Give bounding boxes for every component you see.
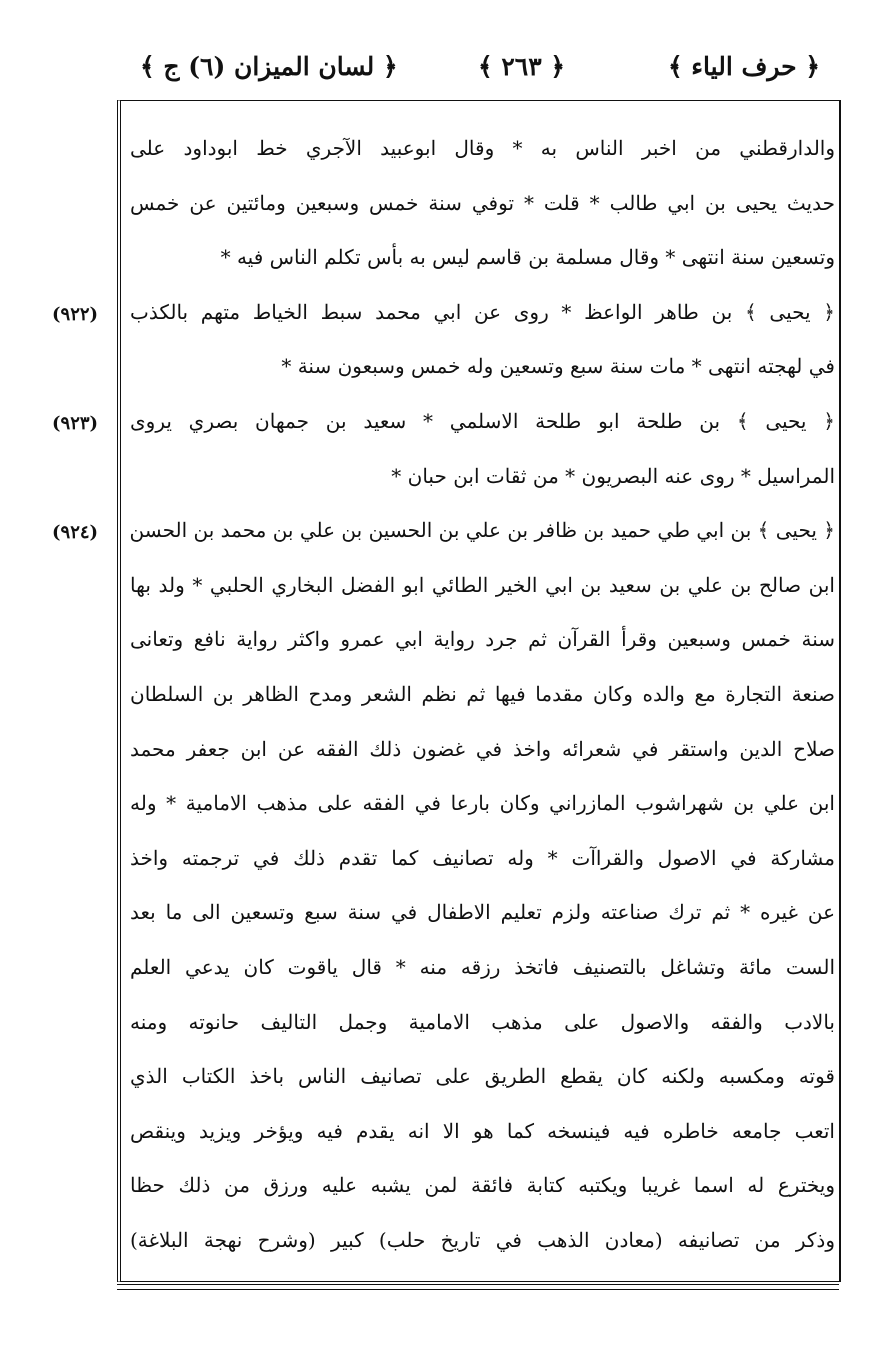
text-line: والدارقطني من اخبر الناس به * وقال ابوعبيد الآجري خط ابوداود على bbox=[130, 136, 835, 160]
body-text bbox=[130, 128, 835, 1274]
text-line: وذكر من تصانيفه (معادن الذهب في تاريخ حلب) كبير (وشرح نهجة البلاغة) bbox=[130, 1227, 835, 1252]
page-header bbox=[120, 52, 820, 92]
text-line: ابن صالح بن علي بن سعيد بن ابي الخير الطائي ابو الفضل البخاري الحلبي * ولد بها bbox=[130, 572, 835, 597]
text-line: ﴿ يحيى ﴾ بن طاهر الواعظ * روى عن ابي محمد سبط الخياط متهم بالكذب bbox=[130, 299, 835, 324]
text-line: عن غيره * ثم ترك صناعته ولزم تعليم الاطفال في سنة سبع وتسعين الى ما بعد bbox=[130, 900, 835, 925]
entry-number-923: (٩٢٣) bbox=[52, 413, 99, 434]
text-line: المراسيل * روى عنه البصريون * من ثقات ابن حبان * bbox=[391, 463, 835, 488]
text-line: ويخترع له اسما غريبا ويكتبه كتابة فائقة لمن يشبه عليه ورزق من ذلك حظا bbox=[130, 1173, 835, 1198]
chapter-title: ﴿ حرف الياء ﴾ bbox=[667, 52, 820, 81]
text-line: صلاح الدين واستقر في شعرائه واخذ في غضون ذلك الفقه عن ابن جعفر محمد bbox=[130, 736, 835, 761]
text-line: في لهجته انتهى * مات سنة سبع وتسعين وله خمس وسبعون سنة * bbox=[281, 354, 835, 379]
text-line: الست مائة وتشاغل بالتصنيف فاتخذ رزقه منه * قال ياقوت كان يدعي العلم bbox=[130, 954, 835, 979]
text-line: حديث يحيى بن ابي طالب * قلت * توفي سنة خمس وسبعين ومائتين عن خمس bbox=[130, 190, 835, 215]
entry-number-924: (٩٢٤) bbox=[52, 522, 99, 543]
frame-rule-1 bbox=[117, 1284, 839, 1285]
text-line: ﴿ يحيى ﴾ بن ابي طي حميد بن ظافر بن علي بن الحسين بن علي بن محمد بن الحسن bbox=[130, 518, 835, 543]
text-line: ﴿ يحيى ﴾ بن طلحة ابو طلحة الاسلمي * سعيد بن جمهان بصري يروى bbox=[130, 408, 835, 433]
text-line: اتعب جامعه خاطره فيه فينسخه كما هو الا انه يقدم فيه ويؤخر ويزيد وينقص bbox=[130, 1118, 835, 1143]
book-title: ﴿ لسان الميزان (٦) ج ﴾ bbox=[140, 52, 398, 81]
text-line: قوته ومكسبه ولكنه كان يقطع الطريق على تصانيف الناس باخذ الكتاب الذي bbox=[130, 1064, 835, 1089]
text-line: صنعة التجارة مع والده وكان مقدما فيها ثم نظم الشعر ومدح الظاهر بن السلطان bbox=[130, 681, 835, 706]
page-number: ﴿ ٢٦٣ ﴾ bbox=[477, 52, 565, 81]
frame-rule-2 bbox=[117, 1289, 839, 1290]
entry-number-922: (٩٢٢) bbox=[52, 304, 99, 325]
text-line: مشاركة في الاصول والقراآت * وله تصانيف كما تقدم ذلك في ترجمته واخذ bbox=[130, 845, 835, 870]
text-line: بالادب والفقه والاصول على مذهب الامامية وجمل التاليف حانوته ومنه bbox=[130, 1009, 835, 1034]
text-line: وتسعين سنة انتهى * وقال مسلمة بن قاسم ليس به بأس تكلم الناس فيه * bbox=[220, 245, 835, 270]
text-line: سنة خمس وسبعين وقرأ القرآن ثم جرد رواية ابي عمرو واكثر رواية نافع وتعانى bbox=[130, 627, 835, 652]
text-line: ابن علي بن شهراشوب المازراني وكان بارعا في الفقه على مذهب الامامية * وله bbox=[130, 791, 835, 816]
